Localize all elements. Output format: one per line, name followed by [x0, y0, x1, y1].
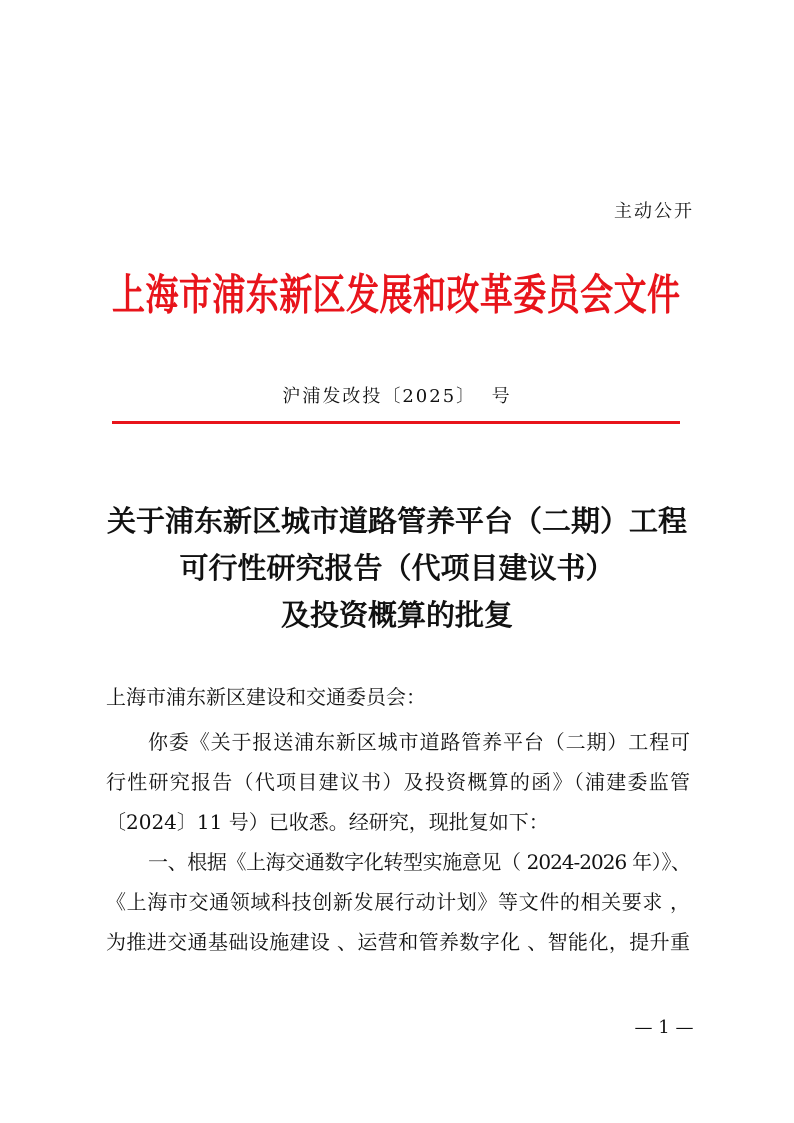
document-title-line: 关于浦东新区城市道路管养平台（二期）工程: [106, 504, 687, 538]
salutation: 上海市浦东新区建设和交通委员会：: [106, 685, 426, 709]
document-title-line: 可行性研究报告（代项目建议书）: [179, 551, 615, 585]
document-body: [106, 677, 690, 962]
body-line: 为推进交通基础设施建设 、运营和管养数字化 、智能化，提升重: [106, 930, 690, 954]
paragraph: [106, 842, 690, 962]
document-title-line: 及投资概算的批复: [280, 598, 513, 632]
paragraph: [106, 722, 690, 842]
body-line: 你委《关于报送浦东新区城市道路管养平台（二期）工程可: [148, 730, 690, 754]
document-number: 沪浦发改投〔2025〕 号: [282, 386, 512, 407]
red-divider-rule: [112, 421, 680, 424]
disclosure-label: 主动公开: [614, 201, 694, 222]
body-line: 一、根据《上海交通数字化转型实施意见（ 2024-2026 年）》、: [148, 850, 690, 874]
body-line: 〔2024〕11 号）已收悉。经研究，现批复如下：: [106, 810, 549, 834]
issuer-title: 上海市浦东新区发展和改革委员会文件: [112, 269, 680, 320]
body-line: 行性研究报告（代项目建议书）及投资概算的函》（浦建委监管: [106, 770, 690, 794]
page-number: — 1 —: [634, 1017, 694, 1038]
document-title: [0, 498, 794, 639]
body-line: 《上海市交通领域科技创新发展行动计划》等文件的相关要求 ，: [106, 890, 690, 914]
